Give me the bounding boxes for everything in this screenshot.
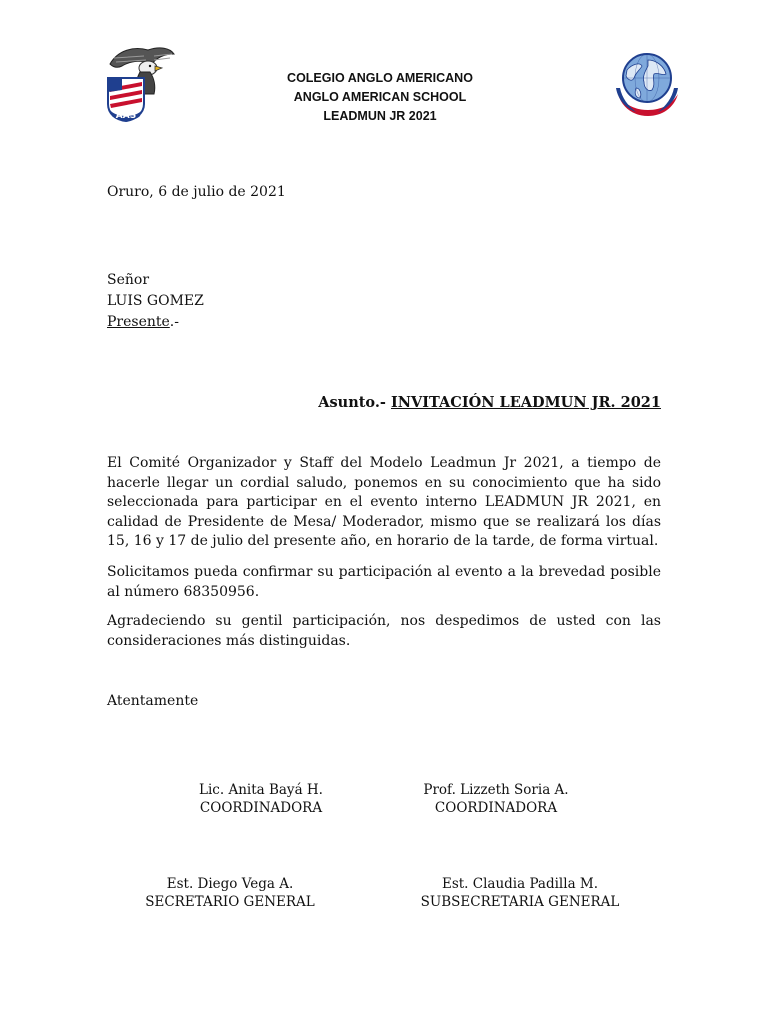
closing: Atentamente bbox=[107, 693, 199, 709]
subject-label: Asunto.- bbox=[318, 394, 386, 411]
signature-block bbox=[381, 781, 611, 817]
logo-initials: AAS bbox=[115, 111, 137, 121]
recipient-block bbox=[107, 270, 204, 333]
presente-word: Presente bbox=[107, 314, 170, 330]
signatory-role: COORDINADORA bbox=[199, 800, 323, 816]
body-paragraph-invitation: El Comité Organizador y Staff del Modelo Leadmun Jr 2021, a tiempo de hacerle llegar un cordial saludo, ponemos en su conocimiento que ha sido seleccionada para participar en el evento interno LEADMUN JR 2021, en calidad de Presidente de Mesa/ Moderador, mismo que se realizará los días 15, 16 y 17 de julio del presente año, en horario de la tarde, de forma virtual. bbox=[107, 455, 661, 549]
signature-block bbox=[115, 875, 345, 911]
recipient-name: LUIS GOMEZ bbox=[107, 293, 204, 309]
school-header bbox=[240, 69, 520, 126]
salutation: Señor bbox=[107, 272, 150, 288]
globe-logo bbox=[612, 48, 682, 118]
body-paragraph-confirmation: Solicitamos pueda confirmar su participación al evento a la brevedad posible al número 68350956. bbox=[107, 564, 661, 600]
signature-block bbox=[146, 781, 376, 817]
signatory-role: SECRETARIO GENERAL bbox=[145, 894, 315, 910]
school-name-en: ANGLO AMERICAN SCHOOL bbox=[293, 90, 467, 104]
school-name-es: COLEGIO ANGLO AMERICANO bbox=[287, 71, 473, 85]
signatory-name: Est. Diego Vega A. bbox=[166, 876, 294, 892]
presente-suffix: .- bbox=[169, 314, 179, 330]
subject-line bbox=[318, 394, 661, 411]
signatory-role: COORDINADORA bbox=[434, 800, 558, 816]
signatory-name: Est. Claudia Padilla M. bbox=[441, 876, 599, 892]
subject-title: INVITACIÓN LEADMUN JR. 2021 bbox=[390, 394, 661, 411]
signature-block bbox=[405, 875, 635, 911]
presente-line bbox=[107, 312, 204, 333]
signatory-name: Lic. Anita Bayá H. bbox=[199, 782, 323, 798]
letter-date: Oruro, 6 de julio de 2021 bbox=[107, 184, 286, 200]
eagle-shield-logo bbox=[104, 44, 176, 122]
signatory-name: Prof. Lizzeth Soria A. bbox=[423, 782, 569, 798]
body-paragraph-farewell: Agradeciendo su gentil participación, nos despedimos de usted con las consideraciones más distinguidas. bbox=[107, 613, 661, 649]
signatory-role: SUBSECRETARIA GENERAL bbox=[420, 894, 620, 910]
event-name: LEADMUN JR 2021 bbox=[323, 109, 437, 123]
